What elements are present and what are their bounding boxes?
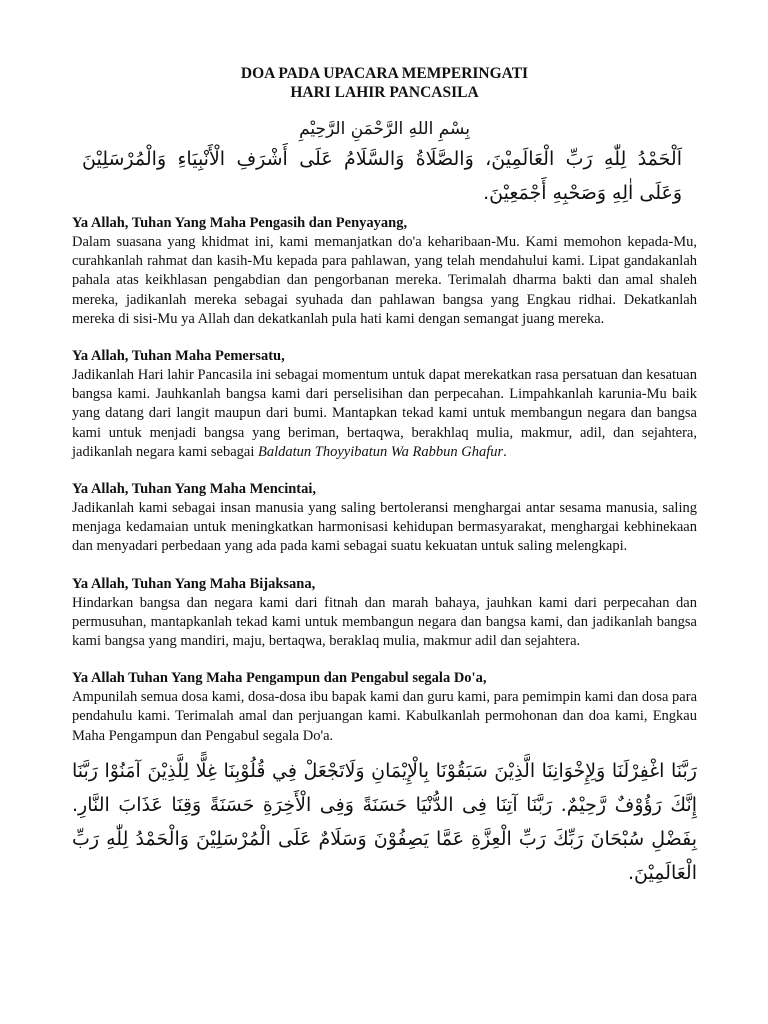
prayer-section-2 — [72, 347, 697, 462]
section-body: Jadikanlah kami sebagai insan manusia yang saling bertoleransi menghargai antar sesama manusia, saling menjaga kedamaian untuk meningkatkan harmonisasi kehidupan bermasyarakat, menghargai kebhinekaan dan menyadari perbedaan yang ada pada kami sebagai suatu kekuatan untuk saling melengkapi. — [72, 500, 697, 555]
section-heading: Ya Allah, Tuhan Maha Pemersatu, — [72, 348, 285, 365]
prayer-section-4 — [72, 575, 697, 652]
arabic-closing-prayer: رَبَّنَا اغْفِرْلَنَا وَلِإِخْوَانِنَا الَّذِيْنَ سَبَقُوْنَا بِالْإِيْمَانِ وَلَاتَجْعَلْ فِي قُلُوْبِنَا غِلًّا لِلَّذِيْنَ آمَنُوْا رَبَّنَا إِنَّكَ رَؤُوْفٌ رَّحِيْمٌ. رَبَّنَا آتِنَا فِى الدُّنْيَا حَسَنَةً وَفِى الْأَخِرَةِ حَسَنَةً وَقِنَا عَذَابَ النَّارِ. بِفَضْلِ سُبْحَانَ رَبِّكَ رَبِّ الْعِزَّةِ عَمَّا يَصِفُوْنَ وَسَلَامٌ عَلَى الْمُرْسَلِيْنَ وَالْحَمْدُ لِلّٰهِ رَبِّ الْعَالَمِيْنَ. — [72, 759, 697, 884]
section-body-italic: Baldatun Thoyyibatun Wa Rabbun Ghafur — [258, 443, 504, 460]
section-heading: Ya Allah, Tuhan Yang Maha Bijaksana, — [72, 575, 316, 592]
section-body-end: . — [503, 443, 507, 460]
document-page — [72, 64, 697, 890]
prayer-section-1 — [72, 214, 697, 329]
section-heading: Ya Allah, Tuhan Yang Maha Mencintai, — [72, 481, 317, 498]
section-heading: Ya Allah Tuhan Yang Maha Pengampun dan Pengabul segala Do'a, — [72, 670, 487, 687]
title-line-2: HARI LAHIR PANCASILA — [290, 84, 479, 101]
section-heading: Ya Allah, Tuhan Yang Maha Pengasih dan Penyayang, — [72, 215, 408, 231]
section-body: Dalam suasana yang khidmat ini, kami memanjatkan do'a keharibaan-Mu. Kami memohon kepada-Mu, curahkanlah rahmat dan kasih-Mu kepada para pahlawan, yang telah mendahului kami. Lipat gandakanlah pahala atas keikhlasan pengabdian dan pengorbanan mereka. Terimalah dharma bakti dan amal shaleh mereka, jadikanlah mereka sebagai syuhada dan pahlawan bangsa yang Engkau ridhai. Dekatkanlah mereka di sisi-Mu ya Allah dan dekatkanlah pula hati kami dengan semangat juang mereka. — [72, 234, 697, 327]
prayer-section-3 — [72, 480, 697, 557]
arabic-opening-prayer: اَلْحَمْدُ لِلّٰهِ رَبِّ الْعَالَمِيْنَ، وَالصَّلَاةُ وَالسَّلَامُ عَلَى أَشْرَفِ الْأَنْبِيَاءِ وَالْمُرْسَلِيْنَ وَعَلَى اٰلِهِ وَصَحْبِهِ أَجْمَعِيْنَ. — [82, 148, 682, 204]
prayer-section-5 — [72, 669, 697, 746]
section-body: Hindarkan bangsa dan negara kami dari fitnah dan marah bahaya, jauhkan kami dari perpecahan dan permusuhan, mantapkanlah tekad kami untuk membangun negara dan bangsa kami, dan jadikanlah bangsa kami bangsa yang mandiri, maju, bertaqwa, beraklaq mulia, makmur adil dan sejahtera. — [72, 594, 697, 650]
arabic-basmala: بِسْمِ اللهِ الرَّحْمَنِ الرَّحِيْمِ — [299, 119, 470, 139]
title-line-1: DOA PADA UPACARA MEMPERINGATI — [240, 65, 529, 82]
section-body-text: Jadikanlah Hari lahir Pancasila ini sebagai momentum untuk dapat merekatkan rasa persatuan dan kesatuan bangsa kami. Jauhkanlah bangsa kami dari perselisihan dan perpecahan. Limpahkanlah karunia-Mu baik yang datang dari langit maupun dari bumi. Mantapkan tekad kami untuk membangun negara dan bangsa kami untuk menjadi bangsa yang beriman, bertaqwa, berakhlaq mulia, makmur, adil, dan sejahtera, jadikanlah negara kami sebagai — [72, 367, 697, 460]
section-body: Ampunilah semua dosa kami, dosa-dosa ibu bapak kami dan guru kami, para pemimpin kami dan dosa para pendahulu kami. Terimalah amal dan perjuangan kami. Kabulkanlah permohonan dan doa kami, Engkau Maha Pengampun dan Pengabul segala Do'a. — [72, 689, 697, 744]
section-body — [72, 366, 697, 462]
document-title — [72, 64, 697, 102]
